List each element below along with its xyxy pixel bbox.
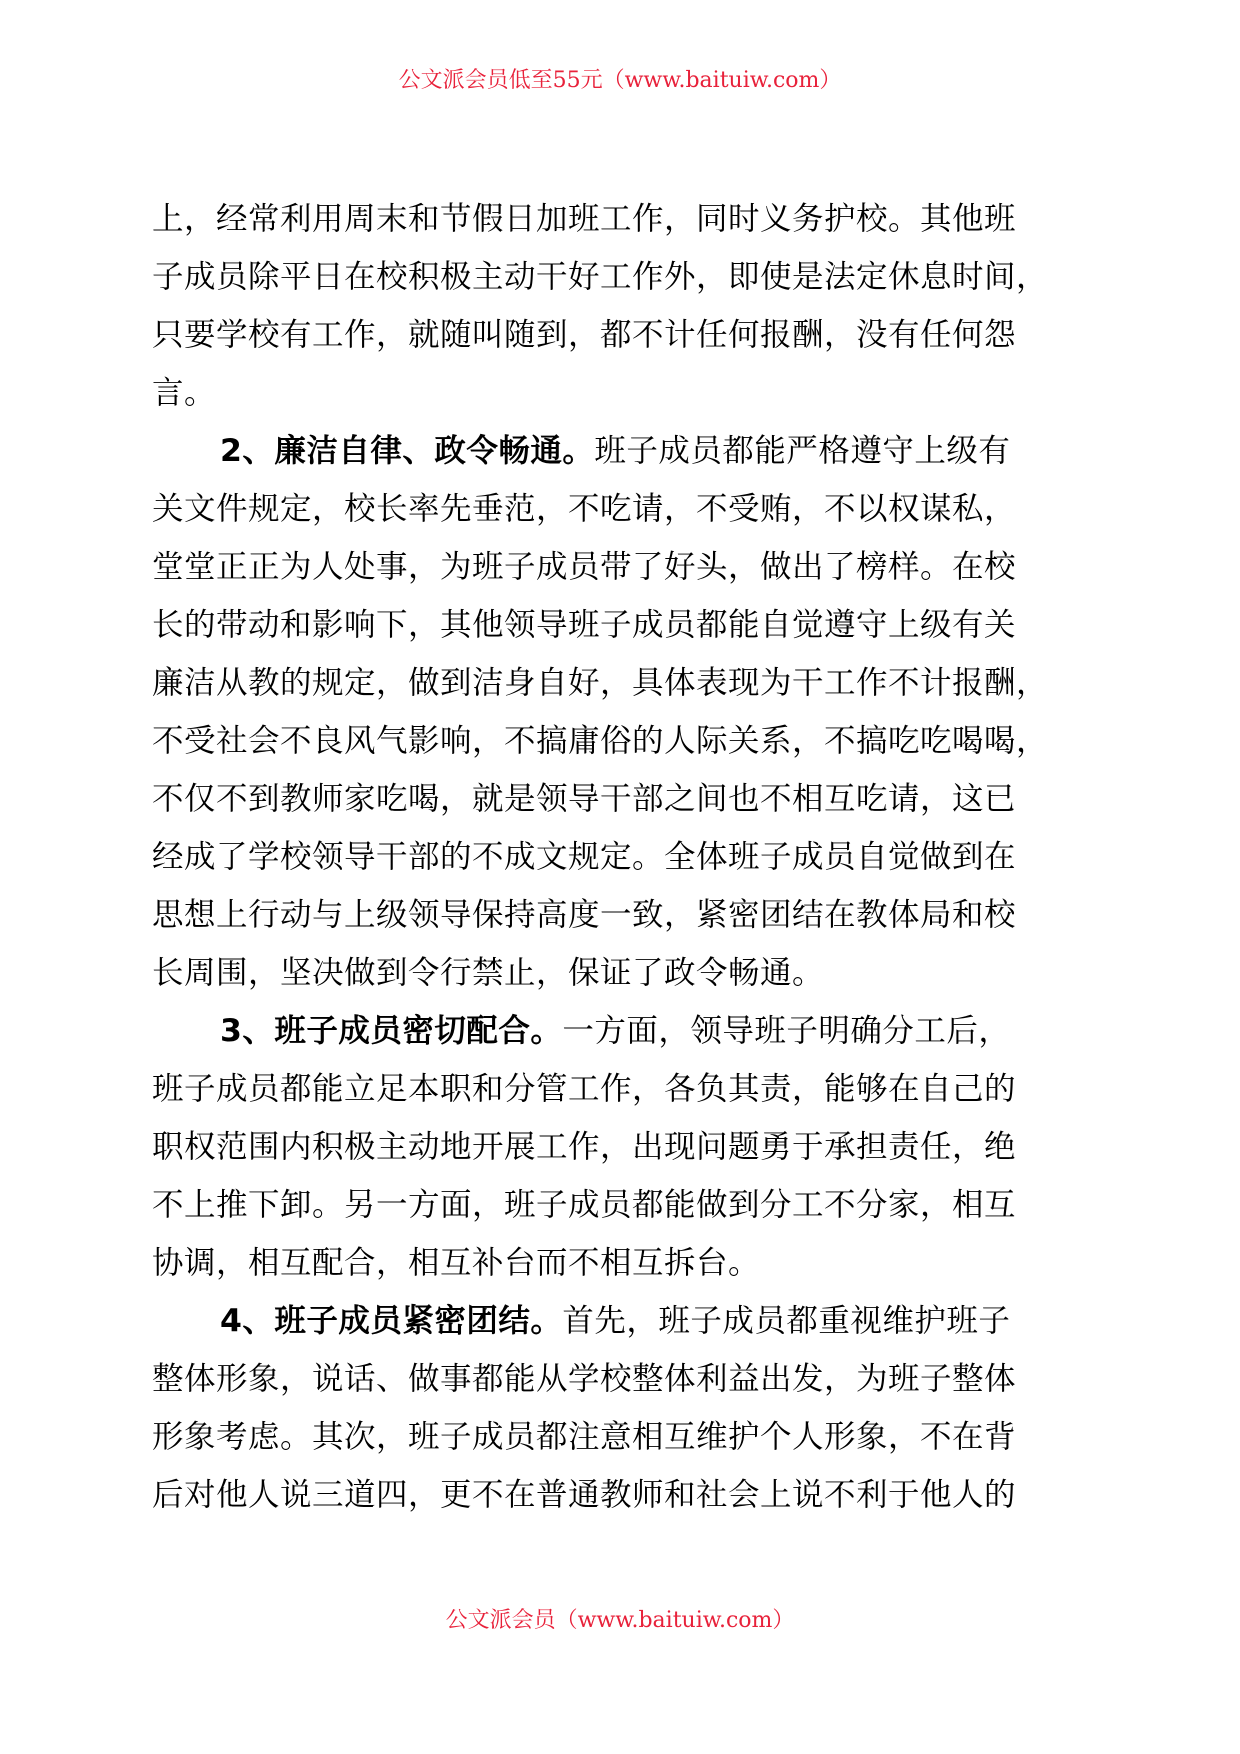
- text-line: 思想上行动与上级领导保持高度一致，紧密团结在教体局和校: [152, 897, 1017, 933]
- section-heading: 3、班子成员密切配合。: [220, 1013, 563, 1049]
- text-run: 首先，班子成员都重视维护班子: [562, 1303, 1011, 1339]
- paragraph-first-line: [152, 1002, 1092, 1060]
- text-line: 整体形象，说话、做事都能从学校整体利益出发，为班子整体: [152, 1361, 1017, 1397]
- text-line: 只要学校有工作，就随叫随到，都不计任何报酬，没有任何怨: [152, 317, 1017, 353]
- text-line: 形象考虑。其次，班子成员都注意相互维护个人形象，不在背: [152, 1419, 1017, 1455]
- text-line: 职权范围内积极主动地开展工作，出现问题勇于承担责任，绝: [152, 1129, 1017, 1165]
- paragraph-2: [152, 422, 1092, 1002]
- text-line: 班子成员都能立足本职和分管工作，各负其责，能够在自己的: [152, 1071, 1017, 1107]
- text-run: 班子成员都能严格遵守上级有: [594, 433, 1011, 469]
- paragraph-first-line: [152, 1292, 1092, 1350]
- section-heading: 4、班子成员紧密团结。: [220, 1303, 563, 1339]
- section-heading: 2、廉洁自律、政令畅通。: [220, 433, 595, 469]
- text-line: 廉洁从教的规定，做到洁身自好，具体表现为干工作不计报酬，: [152, 665, 1049, 701]
- text-line: 不上推下卸。另一方面，班子成员都能做到分工不分家，相互: [152, 1187, 1017, 1223]
- paragraph-first-line: [152, 422, 1092, 480]
- text-line: 上，经常利用周末和节假日加班工作，同时义务护校。其他班: [152, 201, 1017, 237]
- footer-watermark-banner: 公文派会员（www.baituiw.com）: [445, 1608, 795, 1633]
- document-body: [152, 190, 1092, 1524]
- text-line: 长的带动和影响下，其他领导班子成员都能自觉遵守上级有关: [152, 607, 1017, 643]
- text-line: 协调，相互配合，相互补台而不相互拆台。: [152, 1245, 761, 1281]
- text-line: 不受社会不良风气影响，不搞庸俗的人际关系，不搞吃吃喝喝，: [152, 723, 1049, 759]
- paragraph-4: [152, 1292, 1092, 1524]
- text-run: 一方面，领导班子明确分工后，: [562, 1013, 1011, 1049]
- text-line: 不仅不到教师家吃喝，就是领导干部之间也不相互吃请，这已: [152, 781, 1017, 817]
- header-watermark-banner: 公文派会员低至55元（www.baituiw.com）: [398, 68, 842, 93]
- text-line: 言。: [152, 375, 217, 411]
- paragraph-3: [152, 1002, 1092, 1292]
- text-line: 后对他人说三道四，更不在普通教师和社会上说不利于他人的: [152, 1477, 1017, 1513]
- text-line: 子成员除平日在校积极主动干好工作外，即使是法定休息时间，: [152, 259, 1049, 295]
- text-line: 关文件规定，校长率先垂范，不吃请，不受贿，不以权谋私，: [152, 491, 1017, 527]
- paragraph-1: [152, 190, 1092, 422]
- text-line: 长周围，坚决做到令行禁止，保证了政令畅通。: [152, 955, 825, 991]
- text-line: 堂堂正正为人处事，为班子成员带了好头，做出了榜样。在校: [152, 549, 1017, 585]
- text-line: 经成了学校领导干部的不成文规定。全体班子成员自觉做到在: [152, 839, 1017, 875]
